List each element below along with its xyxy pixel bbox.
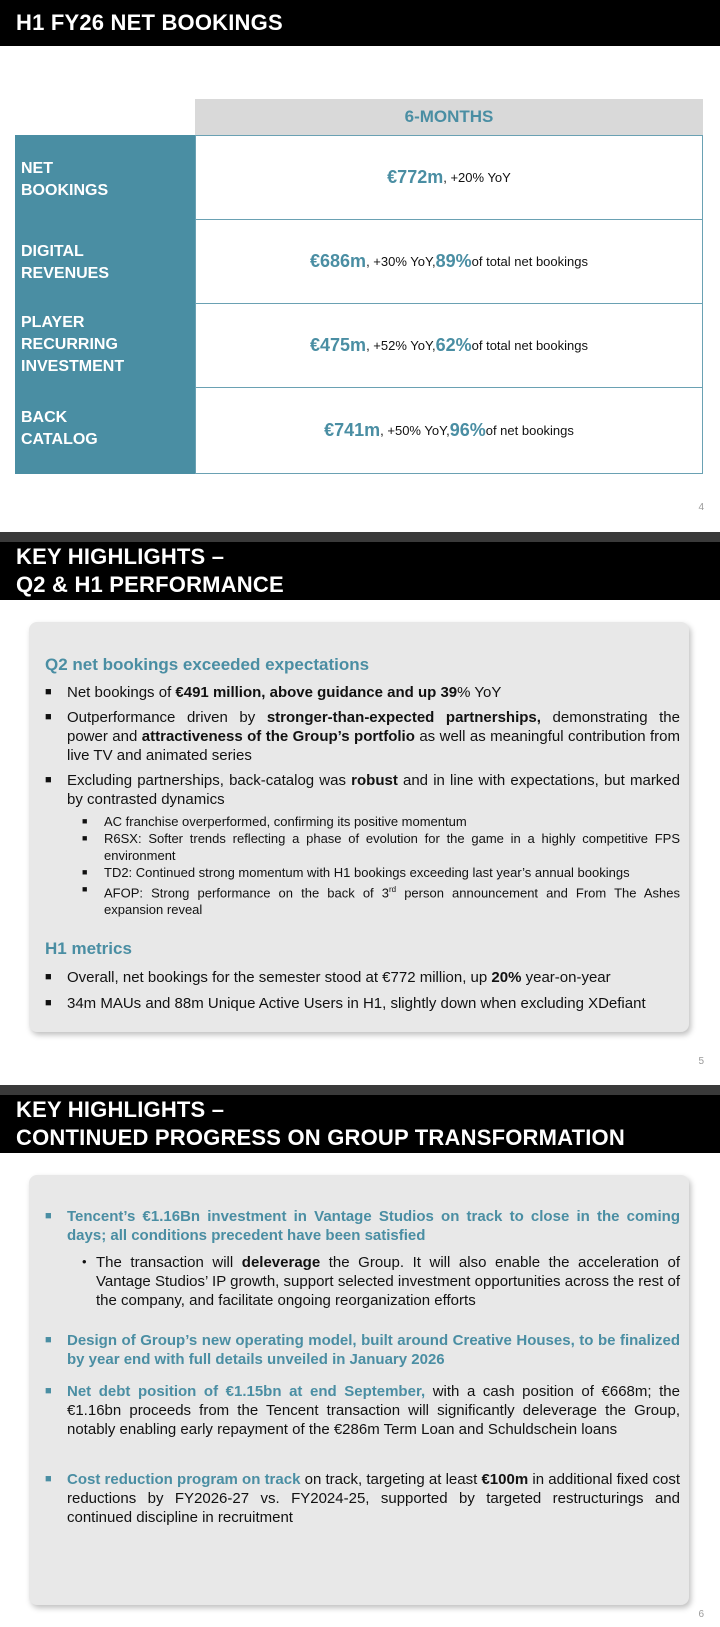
bullet-tencent-investment: ■ Tencent’s €1.16Bn investment in Vantage Studios on track to close in the coming days; all conditions precedent have been satisfied [45,1208,680,1244]
bullet-net-debt: ■ Net debt position of €1.15bn at end September, with a cash position of €668m; the €1.16bn proceeds from the Tencent transaction will significantly deleverage the Group, notably enabling early repayment of the €286m Term Loan and Schuldschein loans [45,1383,680,1438]
bullet-outperformance: ■ Outperformance driven by stronger-than-expected partnerships, demonstrating the power and attractiveness of the Group’s portfolio as well as meaningful contribution from live TV and animated series [45,709,680,764]
bullet-cost-reduction: ■ Cost reduction program on track on track, targeting at least €100m in additional fixed cost reductions by FY2026-27 vs. FY2024-25, supported by targeted restructurings and continued discipline in recruitment [45,1471,681,1526]
row-value-back-catalog: €741m , +50% YoY, 96% of net bookings [195,387,703,474]
page-number: 5 [698,1056,704,1067]
slide3-banner [0,1095,720,1153]
slide3-title-line1: KEY HIGHLIGHTS – [16,1097,225,1122]
slide-key-highlights-transformation [0,1095,720,1627]
slide3-title-line2: CONTINUED PROGRESS ON GROUP TRANSFORMATION [16,1125,625,1150]
row-label-net-bookings: NET BOOKINGS [21,160,109,199]
bullet-net-bookings: ■ Net bookings of €491 million, above guidance and up 39% YoY [45,684,502,701]
row-label-back-catalog: BACK CATALOG [21,409,98,448]
bullet-back-catalog: ■ Excluding partnerships, back-catalog was robust and in line with expectations, but marked by contrasted dynamics [45,772,680,808]
section-title-q2: Q2 net bookings exceeded expectations [45,655,370,674]
slide2-title-line1: KEY HIGHLIGHTS – [16,544,225,569]
row-label-digital-revenues: DIGITAL REVENUES [21,243,110,282]
slide2-title-line2: Q2 & H1 PERFORMANCE [16,572,284,597]
slide-net-bookings [0,0,720,532]
sub-bullet-r6sx: ■ R6SX: Softer trends reflecting a phase of evolution for the game in a highly competitive FPS environment [82,831,680,863]
column-header: 6-MONTHS [195,99,703,135]
slide-separator [0,532,720,542]
row-value-digital-revenues: €686m , +30% YoY, 89% of total net bookings [195,219,703,304]
slide-key-highlights-performance [0,542,720,1085]
sub-bullet-deleverage: • The transaction will deleverage the Group. It will also enable the acceleration of Vantage Studios’ IP growth, support selected investment opportunities across the rest of the company, and facilitate ongoing reorganization efforts [82,1254,681,1309]
bullet-operating-model: ■ Design of Group’s new operating model, built around Creative Houses, to be finalized by year end with full details unveiled in January 2026 [45,1332,680,1368]
sub-bullet-ac: ■ AC franchise overperformed, confirming its positive momentum [82,814,467,829]
sub-bullet-td2: ■ TD2: Continued strong momentum with H1 bookings exceeding last year’s annual bookings [82,865,630,880]
row-value-net-bookings: €772m , +20% YoY [195,135,703,220]
section-title-h1-metrics: H1 metrics [45,939,132,958]
page-number: 4 [698,502,704,513]
slide2-banner [0,542,720,600]
slide1-title: H1 FY26 NET BOOKINGS [16,10,283,35]
row-label-player-recurring-investment: PLAYER RECURRING INVESTMENT [21,314,125,375]
sub-bullet-afop: ■ AFOP: Strong performance on the back of 3rd person announcement and From The Ashes expansion reveal [82,884,681,918]
slide1-banner [0,0,720,46]
page-number: 6 [698,1609,704,1620]
bullet-overall-bookings: ■ Overall, net bookings for the semester stood at €772 million, up 20% year-on-year [45,969,611,986]
bullet-maus: ■ 34m MAUs and 88m Unique Active Users in H1, slightly down when excluding XDefiant [45,995,646,1012]
row-value-player-recurring-investment: €475m , +52% YoY, 62% of total net bookings [195,303,703,388]
slide-separator [0,1085,720,1095]
